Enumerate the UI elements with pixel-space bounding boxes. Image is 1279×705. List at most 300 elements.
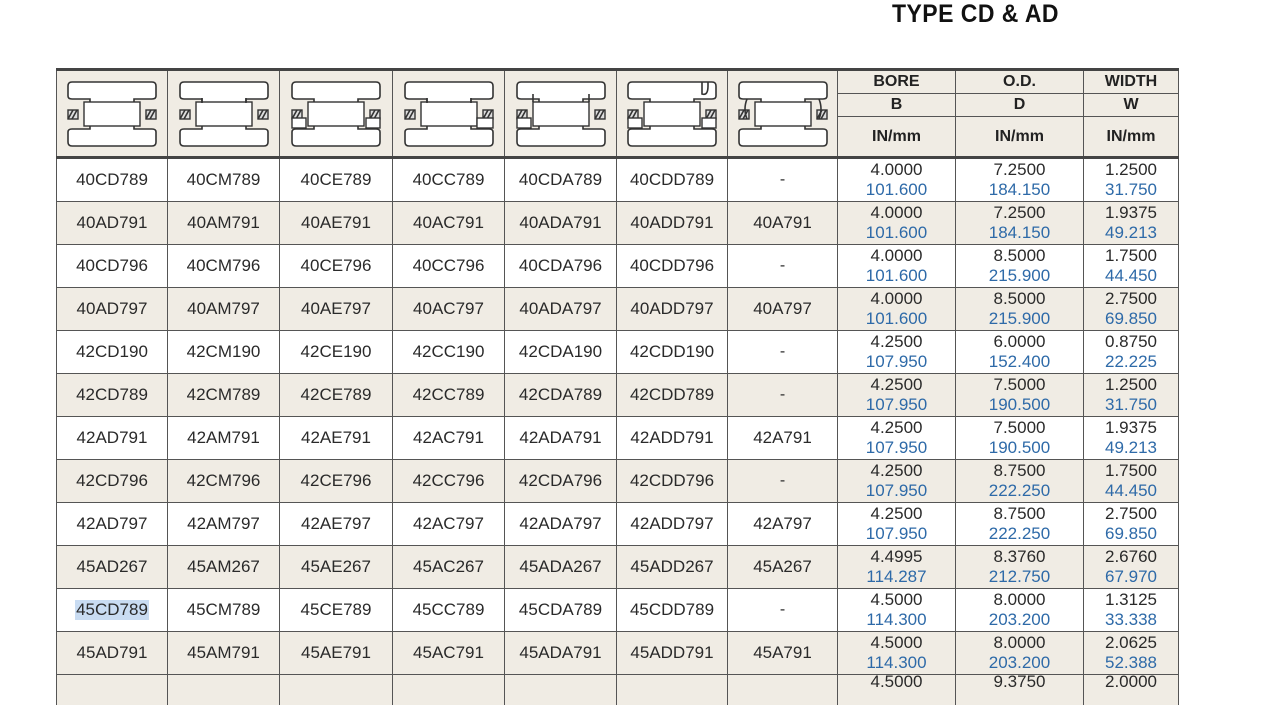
part-number-cm[interactable] (168, 288, 280, 330)
part-number-cdd[interactable] (617, 288, 728, 330)
dim-w (1084, 672, 1179, 705)
bearing-table (56, 68, 1179, 705)
part-number-cm[interactable] (168, 331, 280, 373)
part-number-text: 45AC267 (413, 557, 484, 576)
part-number-a[interactable] (728, 546, 838, 588)
part-number-cda[interactable] (505, 589, 617, 631)
part-number-cm (168, 675, 280, 705)
part-number-cc[interactable] (393, 546, 505, 588)
table-body (56, 159, 1179, 705)
header-bore-symbol: B (838, 94, 955, 117)
part-number-a[interactable] (728, 460, 838, 502)
part-number-cm[interactable] (168, 632, 280, 674)
part-number-cd[interactable] (56, 417, 168, 459)
part-number-cdd[interactable] (617, 202, 728, 244)
dim-b-inch: 4.0000 (870, 160, 923, 179)
bearing-type-ce-icon (280, 71, 393, 156)
part-number-ce[interactable] (280, 546, 393, 588)
dim-d-mm: 215.900 (988, 266, 1051, 285)
dim-b (838, 245, 956, 287)
dim-b-inch: 4.2500 (870, 504, 923, 523)
table-row (56, 202, 1179, 245)
table-row (56, 460, 1179, 503)
part-number-text: 45AD267 (76, 557, 148, 576)
header-width-label: WIDTH (1084, 71, 1178, 94)
table-row (56, 632, 1179, 675)
dim-d-mm: 152.400 (988, 352, 1051, 371)
part-number-a[interactable] (728, 374, 838, 416)
part-number-text: 42A797 (753, 514, 812, 533)
part-number-ce[interactable] (280, 632, 393, 674)
part-number-ce[interactable] (280, 503, 393, 545)
dim-w-mm: 44.450 (1105, 266, 1157, 285)
part-number-cc[interactable] (393, 159, 505, 201)
dim-b-mm: 114.300 (866, 610, 927, 629)
table-row (56, 417, 1179, 460)
dim-w (1084, 245, 1179, 287)
part-number-text: 40CDD789 (629, 170, 715, 189)
part-number-cc[interactable] (393, 374, 505, 416)
dim-w (1084, 589, 1179, 631)
part-number-ce[interactable] (280, 202, 393, 244)
part-number-a[interactable] (728, 417, 838, 459)
table-header (56, 68, 1179, 159)
part-number-cd (56, 675, 168, 705)
part-number-text: 40AE791 (301, 213, 371, 232)
dim-w-inch: 1.2500 (1105, 375, 1157, 394)
bearing-type-cm-icon (168, 71, 280, 156)
part-number-text: 40A791 (753, 213, 812, 232)
part-number-cda[interactable] (505, 503, 617, 545)
table-row (56, 331, 1179, 374)
part-number-cm[interactable] (168, 503, 280, 545)
dim-w (1084, 159, 1179, 201)
part-number-cc[interactable] (393, 245, 505, 287)
part-number-text: 42CM789 (186, 385, 261, 404)
dim-b-inch: 4.4995 (870, 547, 923, 566)
dim-d (956, 503, 1084, 545)
part-number-text: 40AC797 (413, 299, 484, 318)
part-number-text: 45CD789 (76, 600, 148, 619)
part-number-a[interactable] (728, 202, 838, 244)
part-number-cdd[interactable] (617, 417, 728, 459)
part-number-cm[interactable] (168, 589, 280, 631)
dim-w (1084, 632, 1179, 674)
dim-b (838, 503, 956, 545)
dim-b-inch: 4.2500 (870, 418, 923, 437)
dim-w-mm: 31.750 (1105, 395, 1157, 414)
part-number-text: 40CD789 (76, 170, 148, 189)
part-number-cd[interactable] (56, 331, 168, 373)
part-number-text: 42A791 (753, 428, 812, 447)
part-number-cm[interactable] (168, 374, 280, 416)
dim-w-inch: 2.7500 (1105, 289, 1157, 308)
part-number-cm[interactable] (168, 245, 280, 287)
part-number-cc[interactable] (393, 331, 505, 373)
dim-w-mm: 49.213 (1105, 223, 1157, 242)
part-number-text: 45AD791 (76, 643, 148, 662)
part-number-cda[interactable] (505, 288, 617, 330)
dim-b-mm: 114.300 (866, 653, 927, 672)
part-number-cc[interactable] (393, 460, 505, 502)
dim-w-inch: 1.3125 (1105, 590, 1157, 609)
dim-b-inch: 4.0000 (870, 203, 923, 222)
part-number-ce[interactable] (280, 159, 393, 201)
dim-d-mm: 222.250 (988, 481, 1051, 500)
part-number-text: 42AC797 (413, 514, 484, 533)
dim-d-mm: 222.250 (988, 524, 1051, 543)
part-number-text: 45ADD267 (630, 557, 714, 576)
dim-b-inch: 4.2500 (870, 332, 923, 351)
part-number-cm[interactable] (168, 417, 280, 459)
part-number-text: 42AM797 (187, 514, 260, 533)
part-number-cdd[interactable] (617, 503, 728, 545)
dim-b (838, 374, 956, 416)
part-number-cd[interactable] (56, 503, 168, 545)
part-number-text: 40AC791 (413, 213, 484, 232)
part-number-text: 42CC796 (412, 471, 485, 490)
part-number-cd[interactable] (56, 159, 168, 201)
dim-d (956, 589, 1084, 631)
part-number-text: - (779, 601, 786, 618)
dim-b-mm: 107.950 (865, 352, 928, 371)
dim-b (838, 202, 956, 244)
bearing-type-a-icon (728, 71, 838, 156)
header-od (956, 71, 1084, 156)
part-number-text: 45AM791 (187, 643, 260, 662)
part-number-text: 40CC796 (412, 256, 485, 275)
dim-w-inch: 1.2500 (1105, 160, 1157, 179)
part-number-text: 42CE796 (300, 471, 372, 490)
dim-b (838, 672, 956, 705)
part-number-cda[interactable] (505, 632, 617, 674)
dim-w-mm: 69.850 (1105, 524, 1157, 543)
part-number-text: 40CDA789 (518, 170, 603, 189)
header-bore (838, 71, 956, 156)
part-number-cm[interactable] (168, 159, 280, 201)
dim-b (838, 460, 956, 502)
part-number-a[interactable] (728, 159, 838, 201)
dim-b (838, 546, 956, 588)
part-number-text: 40ADA797 (519, 299, 602, 318)
bearing-type-cdd-icon (617, 71, 728, 156)
part-number-text: 42ADD791 (630, 428, 714, 447)
dim-b-inch: 4.2500 (870, 375, 923, 394)
dim-b-inch: 4.2500 (870, 461, 923, 480)
dim-d-inch: 8.3760 (993, 547, 1046, 566)
part-number-text: 42ADD797 (630, 514, 714, 533)
part-number-text: 40CM789 (186, 170, 261, 189)
page-title: TYPE CD & AD (892, 0, 1059, 28)
part-number-text: - (779, 171, 786, 188)
part-number-a[interactable] (728, 288, 838, 330)
dim-w-mm: 33.338 (1105, 610, 1157, 629)
part-number-text: - (779, 343, 786, 360)
part-number-text: 40AD797 (76, 299, 148, 318)
part-number-cc[interactable] (393, 288, 505, 330)
part-number-text: 40CC789 (412, 170, 485, 189)
dim-d (956, 460, 1084, 502)
dim-w (1084, 202, 1179, 244)
part-number-text: 45CE789 (300, 600, 372, 619)
dim-d-inch: 7.2500 (993, 203, 1046, 222)
part-number-cc[interactable] (393, 632, 505, 674)
part-number-text: 45AC791 (413, 643, 484, 662)
part-number-cda[interactable] (505, 460, 617, 502)
part-number-text: 42ADA791 (519, 428, 602, 447)
part-number-ce[interactable] (280, 245, 393, 287)
dim-d-inch: 8.0000 (993, 633, 1046, 652)
dim-d-mm: 190.500 (988, 438, 1051, 457)
part-number-text: 42CDA190 (518, 342, 603, 361)
part-number-text: 40ADD797 (630, 299, 714, 318)
table-row (56, 374, 1179, 417)
part-number-a[interactable] (728, 589, 838, 631)
dim-b-mm: 101.600 (865, 309, 928, 328)
header-od-label: O.D. (956, 71, 1083, 94)
part-number-text: - (779, 257, 786, 274)
dim-d-inch: 7.5000 (993, 375, 1046, 394)
part-number-text: 42CD190 (76, 342, 148, 361)
dim-b (838, 331, 956, 373)
dim-w (1084, 331, 1179, 373)
header-bore-unit: IN/mm (872, 127, 921, 145)
part-number-text: 40AD791 (76, 213, 148, 232)
dim-w-inch: 2.7500 (1105, 504, 1157, 523)
dim-w-mm: 22.225 (1105, 352, 1157, 371)
part-number-ce[interactable] (280, 374, 393, 416)
dim-w (1084, 288, 1179, 330)
part-number-text: 42AM791 (187, 428, 260, 447)
dim-b-inch: 4.5000 (870, 672, 923, 691)
part-number-cm[interactable] (168, 460, 280, 502)
dim-b (838, 288, 956, 330)
part-number-cdd[interactable] (617, 245, 728, 287)
part-number-cda[interactable] (505, 331, 617, 373)
part-number-ce[interactable] (280, 460, 393, 502)
part-number-cd[interactable] (56, 546, 168, 588)
part-number-text: 42CDA796 (518, 471, 603, 490)
table-row (56, 245, 1179, 288)
part-number-cc (393, 675, 505, 705)
dim-d (956, 202, 1084, 244)
part-number-text: 45A791 (753, 643, 812, 662)
part-number-a[interactable] (728, 331, 838, 373)
dim-b (838, 589, 956, 631)
dim-b-mm: 101.600 (865, 180, 928, 199)
dim-w-inch: 2.0625 (1105, 633, 1157, 652)
part-number-cm[interactable] (168, 202, 280, 244)
part-number-text: 40CDD796 (629, 256, 715, 275)
part-number-cda[interactable] (505, 417, 617, 459)
dim-d-inch: 7.2500 (993, 160, 1046, 179)
part-number-text: 45CDD789 (629, 600, 715, 619)
dim-d-inch: 8.7500 (993, 461, 1046, 480)
part-number-text: 40ADA791 (519, 213, 602, 232)
dim-b (838, 632, 956, 674)
part-number-text: 42AD791 (76, 428, 148, 447)
part-number-cd[interactable] (56, 589, 168, 631)
dim-w-inch: 2.6760 (1105, 547, 1157, 566)
part-number-cda[interactable] (505, 245, 617, 287)
dim-b-mm: 107.950 (865, 438, 928, 457)
part-number-text: 42CE789 (300, 385, 372, 404)
part-number-a[interactable] (728, 632, 838, 674)
dim-b-mm: 107.950 (865, 524, 928, 543)
part-number-cc[interactable] (393, 589, 505, 631)
dim-d (956, 672, 1084, 705)
dim-w-mm: 69.850 (1105, 309, 1157, 328)
part-number-cm[interactable] (168, 546, 280, 588)
dim-d-mm: 212.750 (988, 567, 1051, 586)
part-number-cdd[interactable] (617, 589, 728, 631)
dim-w-mm: 49.213 (1105, 438, 1157, 457)
part-number-text: 42CC789 (412, 385, 485, 404)
part-number-text: 42AC791 (413, 428, 484, 447)
dim-d-mm: 184.150 (988, 180, 1051, 199)
part-number-text: 42CD789 (76, 385, 148, 404)
part-number-ce[interactable] (280, 331, 393, 373)
part-number-cdd (617, 675, 728, 705)
part-number-text: 42CDD796 (629, 471, 715, 490)
dim-d (956, 288, 1084, 330)
part-number-cda[interactable] (505, 374, 617, 416)
dim-d (956, 159, 1084, 201)
part-number-ce[interactable] (280, 417, 393, 459)
part-number-cd[interactable] (56, 632, 168, 674)
part-number-cc[interactable] (393, 417, 505, 459)
dim-b-mm: 101.600 (865, 223, 928, 242)
part-number-a[interactable] (728, 245, 838, 287)
dim-b-inch: 4.0000 (870, 289, 923, 308)
part-number-text: 45ADA791 (519, 643, 602, 662)
table-row (56, 159, 1179, 202)
part-number-text: 42CE190 (300, 342, 372, 361)
header-width (1084, 71, 1179, 156)
part-number-cd[interactable] (56, 374, 168, 416)
dim-b-inch: 4.0000 (870, 246, 923, 265)
dim-b-mm: 114.287 (866, 567, 927, 586)
dim-w-mm: 31.750 (1105, 180, 1157, 199)
part-number-cd[interactable] (56, 202, 168, 244)
part-number-ce[interactable] (280, 288, 393, 330)
part-number-text: 40CD796 (76, 256, 148, 275)
part-number-text: 45ADD791 (630, 643, 714, 662)
dim-w-inch: 2.0000 (1105, 672, 1157, 691)
part-number-cd[interactable] (56, 288, 168, 330)
part-number-text: 42CDD190 (629, 342, 715, 361)
part-number-text: - (779, 386, 786, 403)
part-number-text: 40ADD791 (630, 213, 714, 232)
part-number-cdd[interactable] (617, 374, 728, 416)
dim-w-mm: 44.450 (1105, 481, 1157, 500)
header-bore-label: BORE (838, 71, 955, 94)
part-number-cdd[interactable] (617, 331, 728, 373)
part-number-cd[interactable] (56, 245, 168, 287)
dim-d-mm: 203.200 (988, 653, 1051, 672)
part-number-text: 42CM190 (186, 342, 261, 361)
table-row-partial (56, 672, 1179, 705)
part-number-cda[interactable] (505, 159, 617, 201)
table-row (56, 288, 1179, 331)
part-number-text: 45CC789 (412, 600, 485, 619)
dim-b-mm: 107.950 (865, 481, 928, 500)
part-number-text: 45CDA789 (518, 600, 603, 619)
part-number-text: 42ADA797 (519, 514, 602, 533)
dim-d (956, 245, 1084, 287)
dim-w-mm: 52.388 (1105, 653, 1157, 672)
part-number-text: 42CC190 (412, 342, 485, 361)
dim-w-mm: 67.970 (1105, 567, 1157, 586)
part-number-cc[interactable] (393, 503, 505, 545)
part-number-cdd[interactable] (617, 632, 728, 674)
dim-d (956, 417, 1084, 459)
part-number-text: 40CDA796 (518, 256, 603, 275)
part-number-text: 40AM797 (187, 299, 260, 318)
part-number-ce[interactable] (280, 589, 393, 631)
dim-b-mm: 107.950 (865, 395, 928, 414)
dim-b-mm: 101.600 (865, 266, 928, 285)
part-number-a (728, 675, 838, 705)
dim-d-inch: 8.5000 (993, 246, 1046, 265)
part-number-text: 42AE791 (301, 428, 371, 447)
dim-d-mm: 203.200 (988, 610, 1051, 629)
part-number-cc[interactable] (393, 202, 505, 244)
part-number-text: 45AM267 (187, 557, 260, 576)
part-number-cda (505, 675, 617, 705)
part-number-text: 42AE797 (301, 514, 371, 533)
dim-w-inch: 0.8750 (1105, 332, 1157, 351)
dim-b-inch: 4.5000 (870, 590, 923, 609)
part-number-text: 45AE267 (301, 557, 371, 576)
bearing-type-cd-icon (56, 71, 168, 156)
bearing-type-cda-icon (505, 71, 617, 156)
bearing-type-cc-icon (393, 71, 505, 156)
part-number-text: 42CD796 (76, 471, 148, 490)
table-row (56, 503, 1179, 546)
dim-w (1084, 374, 1179, 416)
dim-b (838, 417, 956, 459)
header-od-symbol: D (956, 94, 1083, 117)
part-number-text: - (779, 472, 786, 489)
dim-w-inch: 1.9375 (1105, 418, 1157, 437)
dim-d-mm: 190.500 (988, 395, 1051, 414)
part-number-text: 40CE796 (300, 256, 372, 275)
part-number-text: 40AM791 (187, 213, 260, 232)
dim-d (956, 331, 1084, 373)
part-number-cda[interactable] (505, 202, 617, 244)
dim-d-inch: 7.5000 (993, 418, 1046, 437)
header-width-symbol: W (1084, 94, 1178, 117)
part-number-a[interactable] (728, 503, 838, 545)
part-number-text: 40AE797 (301, 299, 371, 318)
dim-d-inch: 8.0000 (993, 590, 1046, 609)
part-number-cd[interactable] (56, 460, 168, 502)
dim-d-inch: 8.5000 (993, 289, 1046, 308)
dim-d-inch: 9.3750 (993, 672, 1046, 691)
dim-d (956, 632, 1084, 674)
dim-w-inch: 1.9375 (1105, 203, 1157, 222)
part-number-cdd[interactable] (617, 546, 728, 588)
dim-d-inch: 8.7500 (993, 504, 1046, 523)
part-number-cdd[interactable] (617, 159, 728, 201)
dim-d-inch: 6.0000 (993, 332, 1046, 351)
part-number-text: 40A797 (753, 299, 812, 318)
part-number-cdd[interactable] (617, 460, 728, 502)
part-number-text: 42CDD789 (629, 385, 715, 404)
part-number-text: 42CDA789 (518, 385, 603, 404)
part-number-cda[interactable] (505, 546, 617, 588)
